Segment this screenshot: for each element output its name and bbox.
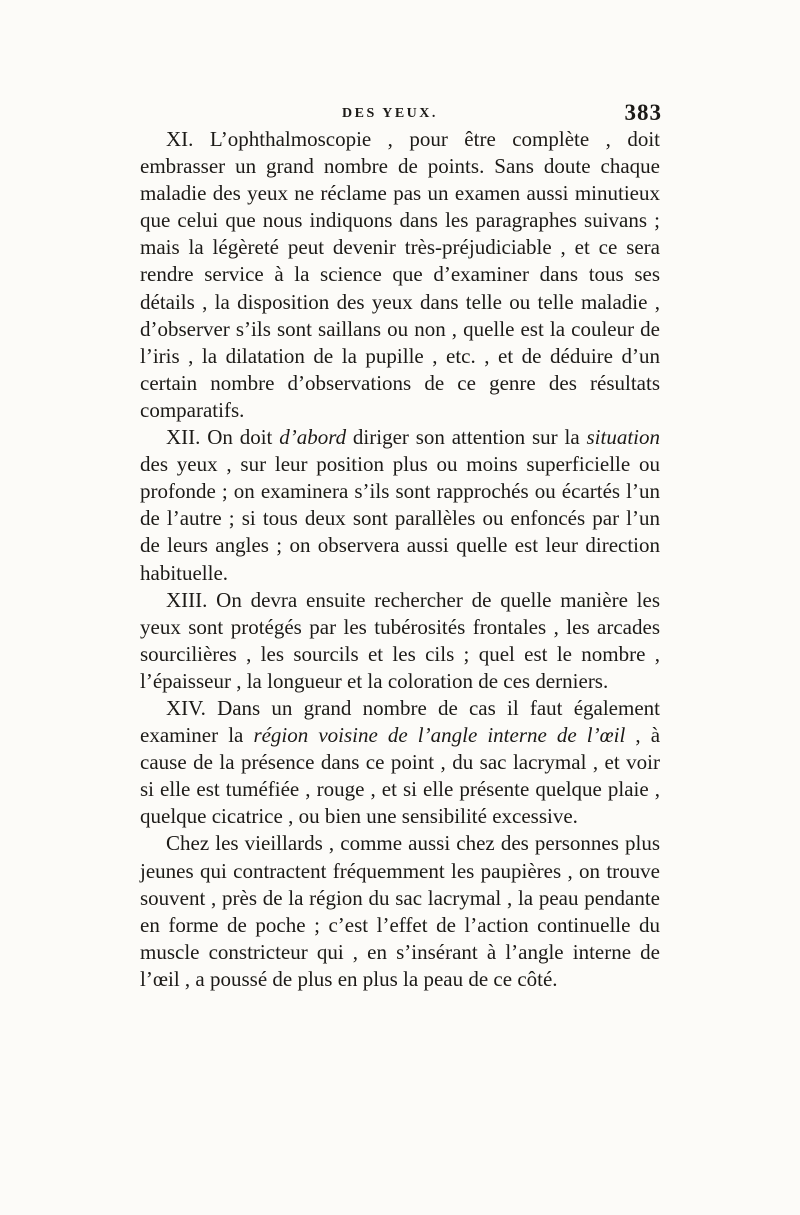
paragraph-xiv: [140, 695, 660, 830]
paragraph-xiii: XIII. On devra ensuite rechercher de quelle manière les yeux sont protégés par les tubérosités frontales , les arcades sourcilières , les sourcils et les cils ; quel est le nombre , l’épaisseur , la longueur et la coloration de ces derniers.: [140, 587, 660, 693]
running-head: DES YEUX.: [342, 106, 438, 121]
paragraph-xiv-rest: , à cause de la présence dans ce point , du sac lacrymal , et voir si elle est tuméfiée , rouge , et si elle présente quelque plaie , quelque cicatrice , ou bien une sensibilité excessive.: [140, 723, 661, 829]
paragraph-xii-rest: des yeux , sur leur position plus ou moins superficielle ou profonde ; on examinera s’ils sont rapprochés ou écartés l’un de l’autre ; si tous deux sont parallèles ou enfoncés par l’un de leurs angles ; on observera aussi quelle est leur direction habituelle.: [140, 452, 660, 585]
paragraph-vieillards: Chez les vieillards , comme aussi chez des personnes plus jeunes qui contractent fréquemment les paupières , on trouve souvent , près de la région du sac lacrymal , la peau pendante en forme de poche ; c’est l’effet de l’action continuelle du muscle constricteur qui , en s’insérant à l’angle interne de l’œil , a poussé de plus en plus la peau de ce côté.: [140, 831, 660, 991]
body-text: [140, 126, 660, 993]
paragraph-xiv-lead: XIV. Dans un grand nombre de cas il faut également examiner la: [140, 695, 660, 748]
paragraph-xii-lead: XII. On doit: [166, 425, 280, 450]
paragraph-xii-mid: diriger son attention sur la: [346, 425, 587, 450]
page-number: 383: [624, 100, 662, 125]
paragraph-xi: XI. L’ophthalmoscopie , pour être complète , doit embrasser un grand nombre de points. Sans doute chaque maladie des yeux ne réclame pas un examen aussi minutieux que celui que nous indiquons dans les paragraphes suivans ; mais la légèreté peut devenir très-préjudiciable , et ce sera rendre service à la science que d’examiner dans tous ses détails , la disposition des yeux dans telle ou telle maladie , d’observer s’ils sont saillans ou non , quelle est la couleur de l’iris , la dilatation de la pupille , etc. , et de déduire d’un certain nombre d’observations de ce genre des résultats comparatifs.: [140, 127, 660, 422]
italic-situation: situation: [586, 425, 660, 450]
italic-region-voisine: région voisine de l’angle interne de l’œil: [253, 723, 626, 748]
paragraph-xii: [140, 424, 660, 587]
italic-dabord: d’abord: [279, 425, 347, 450]
